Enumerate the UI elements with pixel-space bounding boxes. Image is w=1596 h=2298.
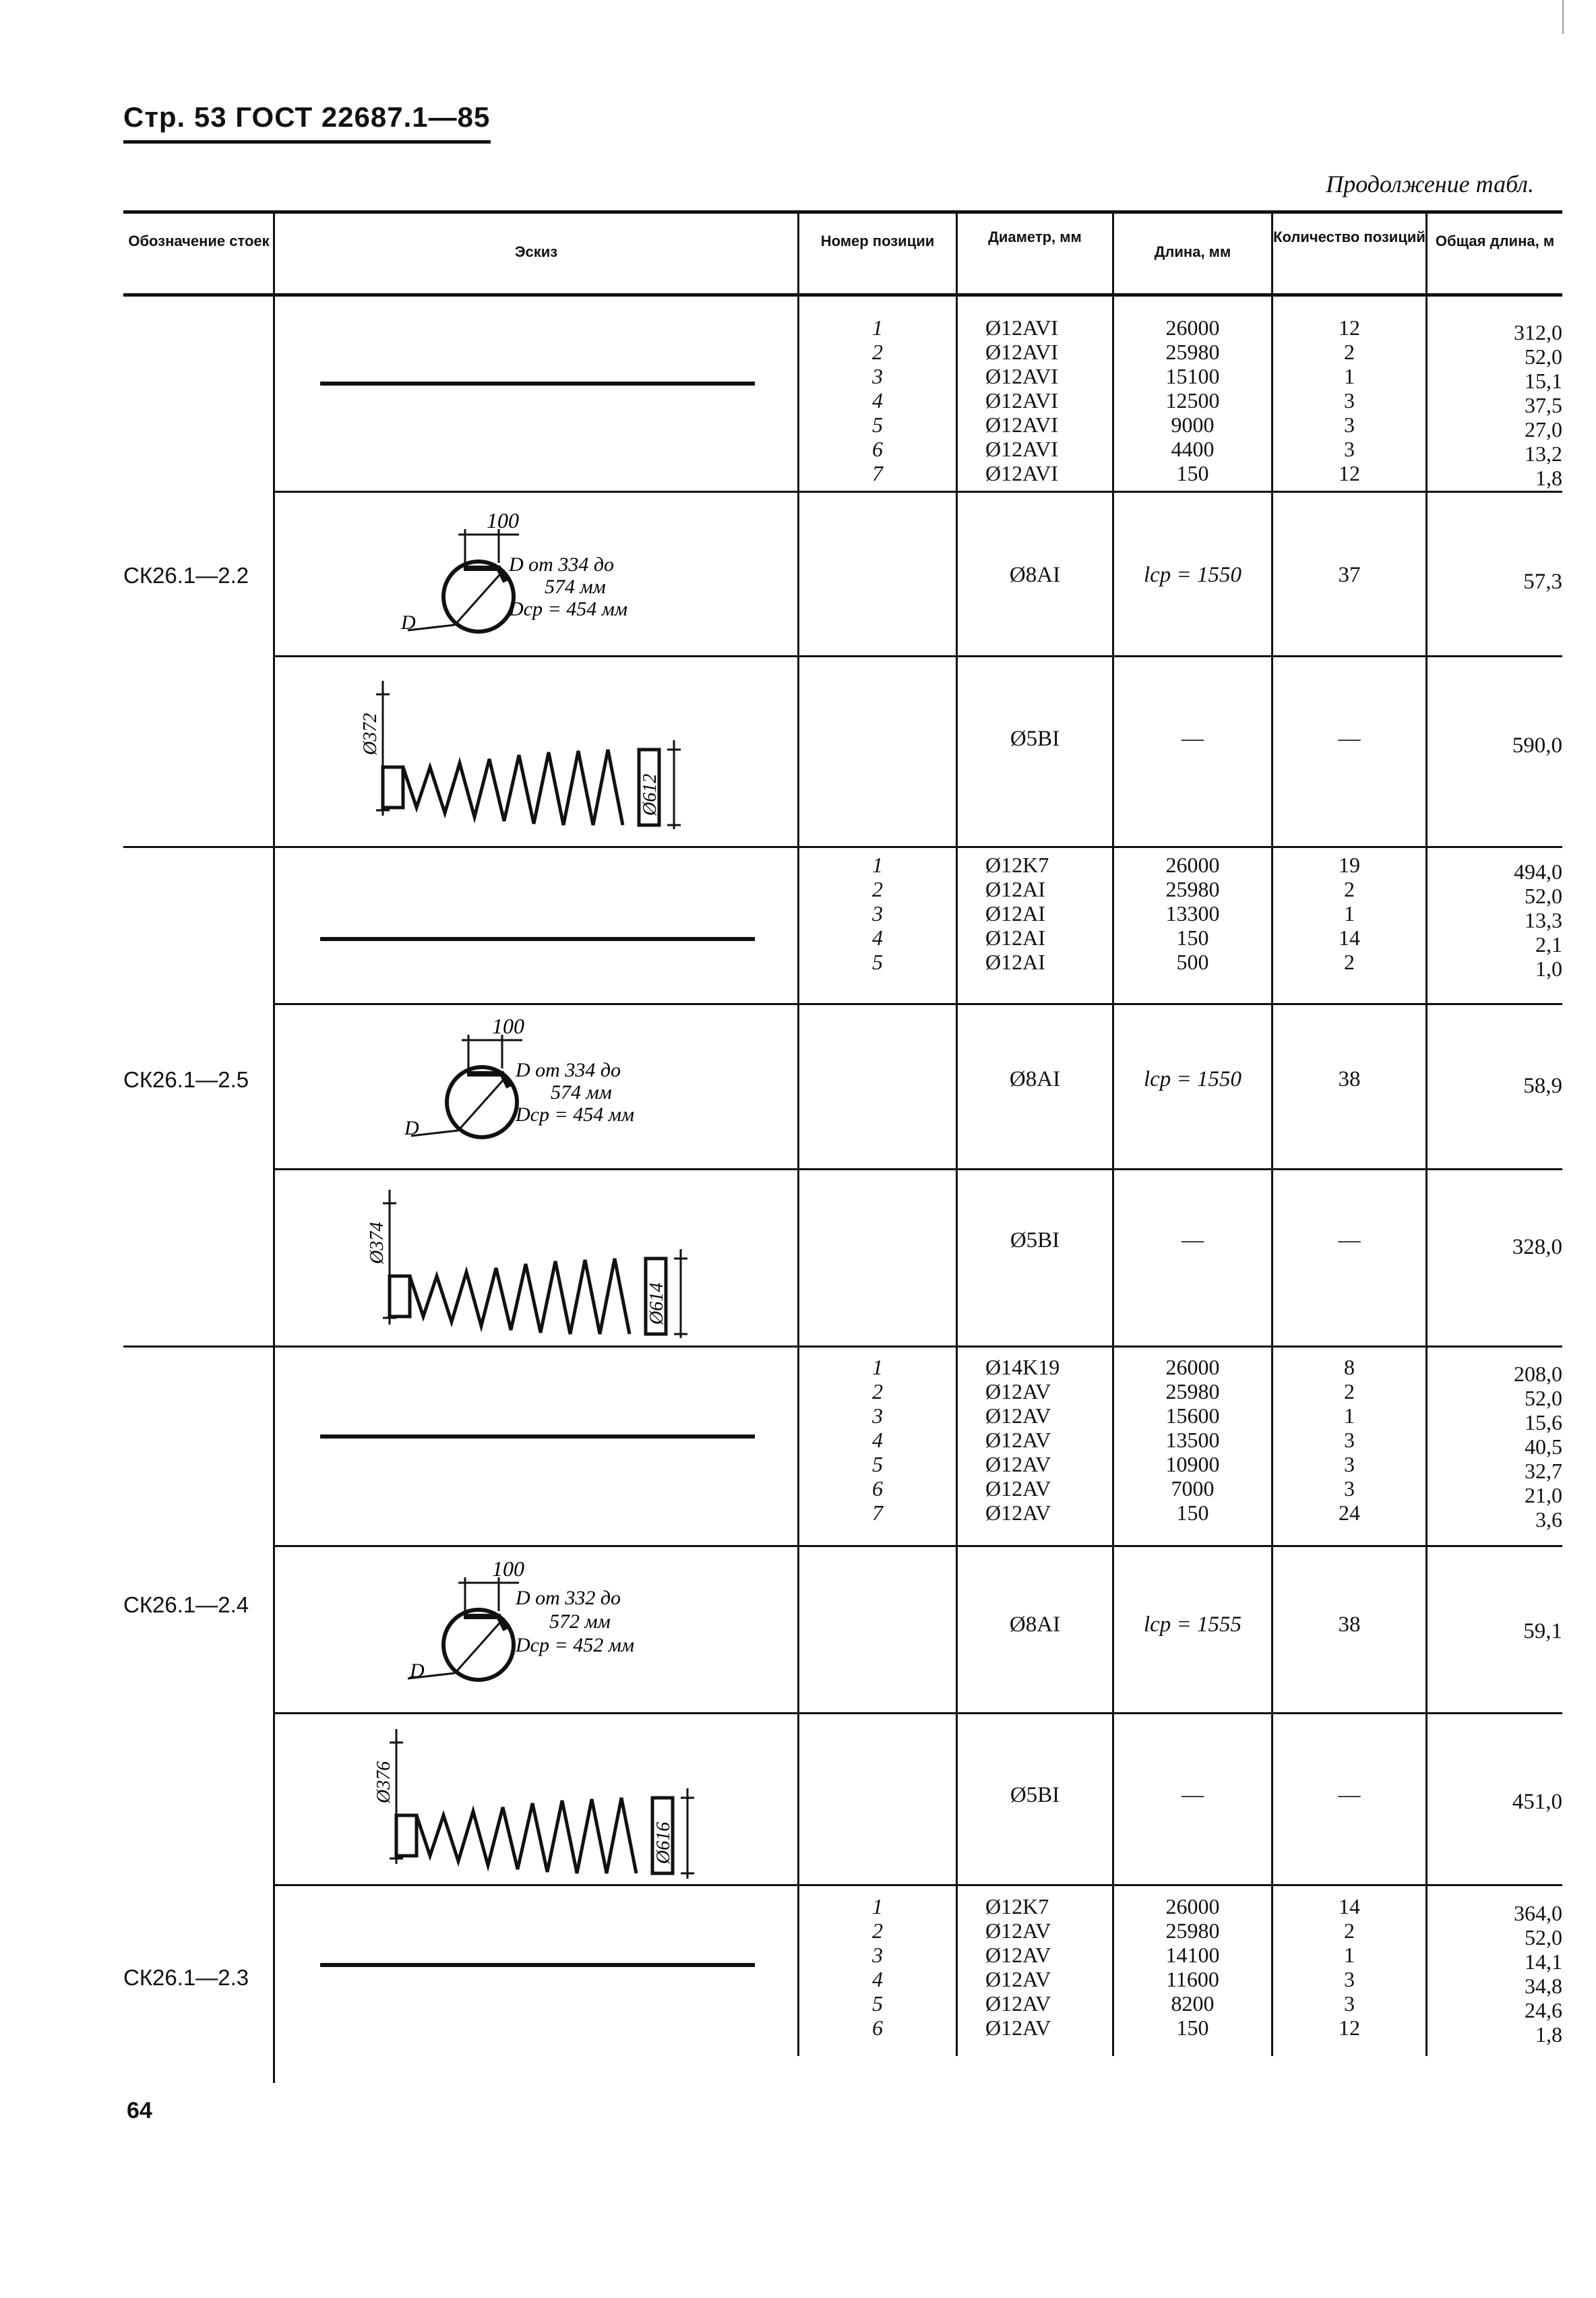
ring-count: 38 xyxy=(1338,1612,1361,1637)
row-rule xyxy=(273,1168,1562,1170)
spiral-diameter: Ø5BI xyxy=(1010,727,1060,751)
ring-length: lср = 1550 xyxy=(1143,563,1242,587)
row-rule xyxy=(273,655,1562,657)
rack-designation: СК26.1—2.4 xyxy=(123,1592,249,1617)
count-list: 19 2 1 14 2 xyxy=(1339,853,1360,974)
spiral-length: — xyxy=(1181,1783,1204,1807)
group-rule xyxy=(123,846,1562,848)
dim-right: Ø616 xyxy=(653,1821,674,1864)
ring-length: lср = 1550 xyxy=(1143,1067,1242,1091)
length-list: 26000 25980 13300 150 500 xyxy=(1165,853,1220,974)
spiral-count: — xyxy=(1338,1783,1361,1807)
header-divider xyxy=(1271,214,1273,293)
dim-left: Ø374 xyxy=(367,1221,388,1264)
total-list: 364,0 52,0 14,1 34,8 24,6 1,8 xyxy=(1514,1901,1562,2047)
rack-designation: СК26.1—2.2 xyxy=(123,563,249,588)
total-list: 312,0 52,0 15,1 37,5 27,0 13,2 1,8 xyxy=(1514,320,1562,490)
ring-total: 57,3 xyxy=(1523,570,1562,594)
bar-sketch xyxy=(320,937,755,941)
col-header-length: Длина, мм xyxy=(1154,243,1231,260)
spiral-total: 451,0 xyxy=(1512,1790,1562,1814)
spiral-length: — xyxy=(1181,727,1204,751)
row-rule xyxy=(273,1545,1562,1547)
header-divider xyxy=(956,214,958,293)
ring-note-line2: 572 мм xyxy=(549,1610,611,1633)
dim-right: Ø612 xyxy=(640,773,661,816)
ring-count: 38 xyxy=(1338,1067,1361,1091)
position-numbers: 1 2 3 4 5 6 7 xyxy=(872,1355,883,1525)
spiral-sketch xyxy=(337,681,741,829)
row-rule xyxy=(273,1003,1562,1005)
row-rule xyxy=(273,1712,1562,1714)
col-header-count: Количество позиций xyxy=(1273,229,1425,245)
col-header-position: Номер позиции xyxy=(820,233,935,249)
group-rule xyxy=(273,1884,1562,1886)
header-rule xyxy=(123,140,491,144)
ring-length: lср = 1555 xyxy=(1143,1612,1242,1637)
col-header-total: Общая длина, м xyxy=(1435,233,1555,249)
body-divider xyxy=(797,297,799,2056)
spiral-total: 328,0 xyxy=(1512,1235,1562,1259)
total-list: 208,0 52,0 15,6 40,5 32,7 21,0 3,6 xyxy=(1514,1362,1562,1532)
dim-right: Ø614 xyxy=(646,1282,667,1325)
dim-left: Ø376 xyxy=(373,1761,394,1803)
bar-sketch xyxy=(320,382,755,386)
position-numbers: 1 2 3 4 5 6 xyxy=(872,1894,883,2040)
ring-count: 37 xyxy=(1338,563,1361,587)
count-list: 12 2 1 3 3 3 12 xyxy=(1339,315,1360,485)
spiral-diameter: Ø5BI xyxy=(1010,1228,1060,1252)
rack-designation: СК26.1—2.3 xyxy=(123,1965,249,1990)
count-list: 14 2 1 3 3 12 xyxy=(1339,1894,1360,2040)
header-divider xyxy=(1425,214,1428,293)
col-header-designation: Обозначение стоек xyxy=(128,233,270,249)
ring-sketch xyxy=(401,1015,684,1149)
diameter-list: Ø12K7 Ø12AV Ø12AV Ø12AV Ø12AV Ø12AV xyxy=(985,1894,1051,2040)
ring-sketch xyxy=(398,509,681,644)
count-list: 8 2 1 3 3 3 24 xyxy=(1339,1355,1360,1525)
total-list: 494,0 52,0 13,3 2,1 1,0 xyxy=(1514,859,1562,981)
bar-sketch xyxy=(320,1963,755,1967)
page-header-title: Стр. 53 ГОСТ 22687.1—85 xyxy=(123,101,491,133)
ring-note-line2: 574 мм xyxy=(551,1081,612,1103)
table-top-rule xyxy=(123,210,1562,214)
row-rule xyxy=(273,491,1562,493)
ring-note-line1: D от 332 до xyxy=(516,1587,621,1609)
spiral-count: — xyxy=(1338,727,1361,751)
spiral-count: — xyxy=(1338,1228,1361,1252)
length-list: 26000 25980 15600 13500 10900 7000 150 xyxy=(1165,1355,1220,1525)
position-numbers: 1 2 3 4 5 xyxy=(872,853,883,974)
spiral-total: 590,0 xyxy=(1512,733,1562,758)
rack-designation: СК26.1—2.5 xyxy=(123,1067,249,1092)
dim-100: 100 xyxy=(492,1015,524,1038)
body-divider xyxy=(273,297,275,2083)
ring-d-label: D xyxy=(410,1660,425,1682)
length-list: 26000 25980 15100 12500 9000 4400 150 xyxy=(1165,315,1220,485)
col-header-sketch: Эскиз xyxy=(514,243,558,260)
ring-total: 59,1 xyxy=(1523,1619,1562,1643)
ring-diameter: Ø8AI xyxy=(1009,1612,1061,1637)
ring-diameter: Ø8AI xyxy=(1009,563,1061,587)
page-number: 64 xyxy=(127,2098,152,2123)
group-rule xyxy=(123,1345,1562,1348)
ring-note-line1: D от 334 до xyxy=(516,1059,621,1081)
ring-note-line1: D от 334 до xyxy=(509,553,615,576)
length-list: 26000 25980 14100 11600 8200 150 xyxy=(1165,1894,1220,2040)
header-bottom-rule xyxy=(123,293,1562,297)
ring-note-line3: Dср = 452 мм xyxy=(516,1634,635,1656)
diameter-list: Ø14K19 Ø12AV Ø12AV Ø12AV Ø12AV Ø12AV Ø12AV xyxy=(985,1355,1060,1525)
spiral-length: — xyxy=(1181,1228,1204,1252)
ring-sketch xyxy=(398,1557,681,1692)
dim-100: 100 xyxy=(487,509,519,533)
ring-note-line3: Dср = 454 мм xyxy=(509,598,628,620)
diameter-list: Ø12K7 Ø12AI Ø12AI Ø12AI Ø12AI xyxy=(985,853,1049,974)
dim-left: Ø372 xyxy=(360,713,381,755)
ring-diameter: Ø8AI xyxy=(1009,1067,1061,1091)
col-header-diameter: Диаметр, мм xyxy=(988,229,1082,245)
bar-sketch xyxy=(320,1434,755,1439)
ring-note-line3: Dср = 454 мм xyxy=(516,1103,635,1126)
spiral-sketch xyxy=(350,1729,755,1879)
ring-total: 58,9 xyxy=(1523,1074,1562,1098)
continuation-label: Продолжение табл. xyxy=(1326,171,1534,198)
margin-mark xyxy=(1562,0,1564,34)
spiral-diameter: Ø5BI xyxy=(1010,1783,1060,1807)
ring-d-label: D xyxy=(401,611,416,634)
dim-100: 100 xyxy=(492,1557,524,1581)
diameter-list: Ø12AVI Ø12AVI Ø12AVI Ø12AVI Ø12AVI Ø12AVI Ø12AVI xyxy=(985,315,1058,485)
position-numbers: 1 2 3 4 5 6 7 xyxy=(872,315,883,485)
header-divider xyxy=(797,214,799,293)
spiral-sketch xyxy=(344,1190,748,1338)
ring-note-line2: 574 мм xyxy=(545,576,606,598)
ring-d-label: D xyxy=(404,1117,419,1139)
